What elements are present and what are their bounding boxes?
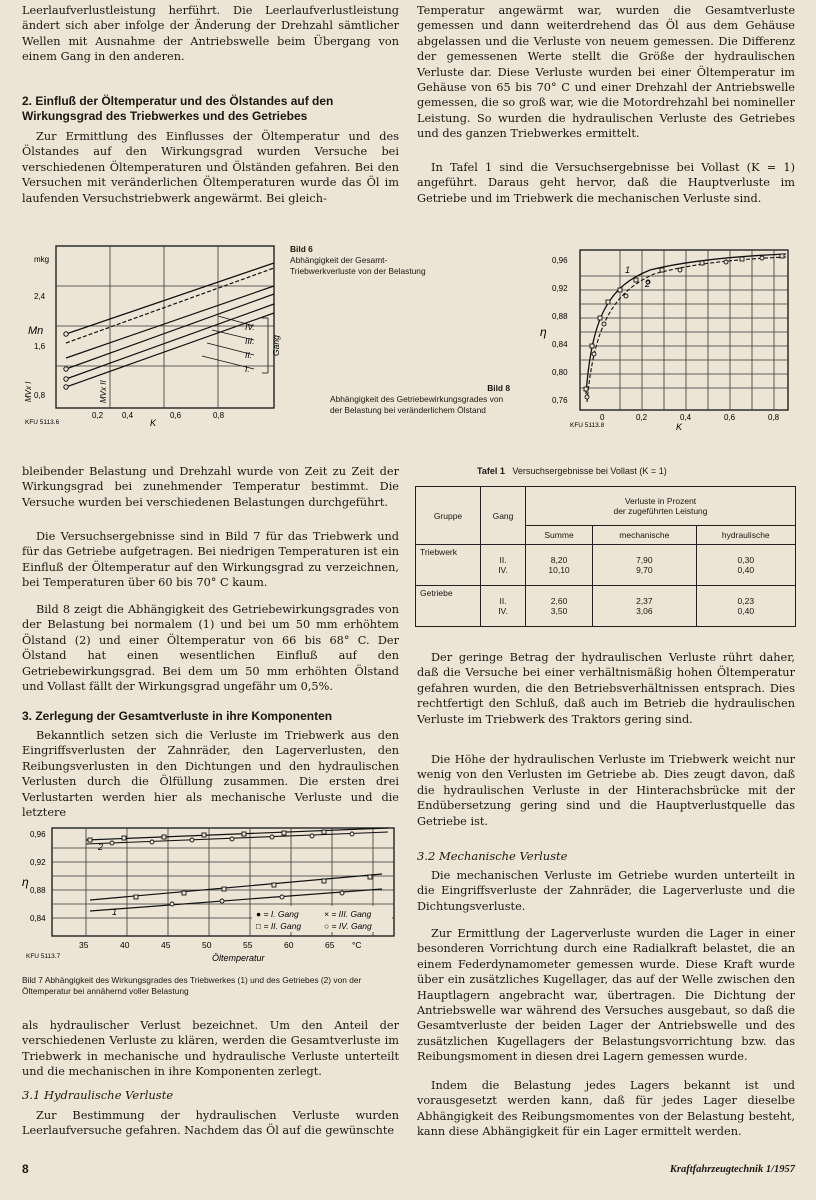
- bild-7-curve-2-label: 2: [98, 842, 104, 852]
- bild-6-caption-title: Bild 6: [290, 244, 313, 254]
- bild-6-gear-ii: II.: [245, 350, 253, 360]
- bild-6-gear-iii: III.: [245, 336, 255, 346]
- tafel-row-2-gruppe: Getriebe: [416, 586, 481, 627]
- section-3-heading: 3. Zerlegung der Gesamtverluste in ihre Komponenten: [22, 709, 333, 723]
- bild-7-xtick-3: 45: [161, 940, 171, 950]
- bild-7-legend-2: × = III. Gang: [324, 909, 372, 919]
- left-top-text: Leerlaufverlustleistung herführt. Die Leerlaufverlustleistung ändert sich aber infolge der Änderung der Drehzahl sämtlicher Wellen mit Ausnahme der Antriebswelle beim Übergang von einem Gang in den anderen.: [22, 4, 399, 64]
- bild-8-caption-title: Bild 8: [487, 383, 510, 393]
- bild-7-legend-3: □ = II. Gang: [256, 921, 302, 931]
- bild-7-xlabel: Öltemperatur: [212, 953, 265, 963]
- bild-8-curve-2-label: 2: [645, 279, 651, 289]
- bild-8-xtick-1: 0: [600, 413, 605, 422]
- section-2-heading: 2. Einfluß der Öltemperatur und des Ölstandes auf den Wirkungsgrad des Triebwerkes und des Getriebes: [22, 94, 334, 123]
- bild-7-curve-1-label: 1: [112, 907, 118, 917]
- tafel-h-summe: Summe: [526, 526, 593, 545]
- bild-6-tag: KFU 5113.6: [25, 419, 60, 426]
- section-2-paragraph: Zur Ermittlung des Einflusses der Öltemperatur und des Ölstandes auf den Wirkungsgrad wurden Versuche bei verschiedenen Öltemperaturen und Ölständen gefahren. Bei den Versuchen mit veränderlichen Öltemperaturen wurde das Öl im laufenden Versuchstriebwerk angewärmt. Bei gleich-: [22, 130, 399, 205]
- bild-7-ytick-2: 0,92: [30, 858, 46, 867]
- bild-8-xtick-5: 0,8: [768, 413, 780, 422]
- bild-6-gear-i: I.: [245, 364, 250, 374]
- bild-8-xtick-2: 0,2: [636, 413, 648, 422]
- section-3-2-paragraph-1: Die mechanischen Verluste im Getriebe wurden unterteilt in die Eingriffsverluste der Zahnräder, die Lagerverluste und die Dichtungsverluste.: [417, 869, 795, 913]
- bild-7-xtick-7: 65: [325, 940, 335, 950]
- bild-8-xtick-3: 0,4: [680, 413, 692, 422]
- tafel-h-mechanische: mechanische: [593, 526, 697, 545]
- section-3-2-paragraph-2: Zur Ermittlung der Lagerverluste wurden die Lager in einer besonderen Vorrichtung durch eine Radialkraft belastet, die an einem Federdynamometer gemessen wurde. Diese Kraft wurde über ein zusätzliches Kugellager, das auf der Welle zwischen den Hauptlagern angebracht war, übertragen. Die Dichtung der Antriebswelle war während des Versuches ausgebaut, so daß die Gesamtverluste der beiden Lager der Antriebswelle und des zusätzlichen Kugellagers der Belastungsvorrichtung bzw. das Reibungsmoment in diesen drei Lagern gemessen wurde.: [417, 927, 795, 1064]
- section-3-1-heading: 3.1 Hydraulische Verluste: [22, 1088, 174, 1102]
- bild-8-ylabel: η: [540, 325, 547, 339]
- bild-6-gear-iv: IV.: [245, 322, 255, 332]
- section-3-2-heading: 3.2 Mechanische Verluste: [417, 849, 568, 863]
- left-mid-paragraph-3: Bild 8 zeigt die Abhängigkeit des Getriebewirkungsgrades von der Belastung bei normalem (1) und bei um 50 mm erhöhtem Ölstand (2) und einer Öltemperatur von 66 bis 68° C. Der Ölstand hat einen wesentlichen Einfluß auf den Getriebewirkungsgrad. Bei dem um 50 mm erhöhten Ölstand und Vollast fällt der Wirkungsgrad ungefähr um 0,5%.: [22, 603, 399, 694]
- left-mid-paragraph-1: bleibender Belastung und Drehzahl wurde von Zeit zu Zeit der Wirkungsgrad bei zunehmender Temperatur bestimmt. Die Versuche wurden bei verschiedenen Belastungen durchgeführt.: [22, 465, 399, 509]
- bild-7-xtick-2: 40: [120, 940, 130, 950]
- right-top-paragraph-2: In Tafel 1 sind die Versuchsergebnisse bei Vollast (K = 1) angeführt. Daraus geht hervor, daß die Hauptverluste im Getriebe und im Triebwerk die mechanischen Verluste sind.: [417, 161, 795, 205]
- tafel-row-1-summe: 8,20 10,10: [526, 545, 593, 586]
- bild-6-xtick-3: 0,6: [170, 411, 182, 420]
- left-bottom-paragraph: als hydraulischer Verlust bezeichnet. Um den Anteil der verschiedenen Verluste zu klären, werden die Gesamtverluste im Triebwerk in mechanische und hydraulische Verluste unterteilt und die mechanischen in ihre Komponenten zerlegt.: [22, 1019, 399, 1079]
- tafel-title: Tafel 1: [477, 466, 505, 476]
- bild-6-unit: mkg: [34, 255, 50, 264]
- bild-7-legend-4: ○ = IV. Gang: [324, 921, 372, 931]
- bild-8-ytick-6: 0,76: [552, 396, 568, 405]
- bild-8-ytick-2: 0,92: [552, 284, 568, 293]
- left-mid-paragraph-2: Die Versuchsergebnisse sind in Bild 7 für das Triebwerk und für das Getriebe aufgetragen. Bei niedrigen Temperaturen ist ein Einfluß der Öltemperatur auf den Wirkungsgrad zu verzeichnen, bei Temperaturen über 60 bis 70° C kaum.: [22, 530, 399, 590]
- section-3-1-paragraph: Zur Bestimmung der hydraulischen Verluste wurden Leerlaufversuche gefahren. Nachdem das Öl auf die gewünschte: [22, 1109, 399, 1138]
- bild-7-unit: °C: [352, 940, 362, 950]
- journal-footer: Kraftfahrzeugtechnik 1/1957: [669, 1164, 795, 1175]
- bild-7-caption: Bild 7 Abhängigkeit des Wirkungsgrades des Triebwerkes (1) und des Getriebes (2) von der Öltemperatur bei annähernd voller Belastung: [22, 975, 362, 996]
- tafel-1-table: [415, 486, 796, 627]
- tafel-row-1-hyd: 0,30 0,40: [696, 545, 795, 586]
- bild-8-ytick-1: 0,96: [552, 256, 568, 265]
- bild-7-figure: [22, 818, 402, 968]
- tafel-h-gang: Gang: [481, 487, 526, 545]
- bild-6-xtick-1: 0,2: [92, 411, 104, 420]
- bild-6-xtick-2: 0,4: [122, 411, 134, 420]
- bild-8-ytick-3: 0,88: [552, 312, 568, 321]
- bild-6-xtick-4: 0,8: [213, 411, 225, 420]
- bild-6-xlabel: K: [150, 418, 157, 428]
- bild-6-ytick-2: 1,6: [34, 342, 46, 351]
- bild-8-tag: KFU 5113.8: [570, 422, 605, 429]
- tafel-h-gruppe: Gruppe: [416, 487, 481, 545]
- tafel-subtitle: Versuchsergebnisse bei Vollast (K = 1): [512, 466, 667, 476]
- bild-6-marker-2: MVx II: [99, 380, 108, 403]
- right-top-paragraph-1: Temperatur angewärmt war, wurden die Gesamtverluste gemessen und dann weiterdrehend das Öl aus dem Gehäuse abgelassen und die Verluste von neuem gemessen. Die Differenz der gemessenen Werte stellt die Größe der hydraulischen Verluste dar. Diese Verluste wurden bei einer Öltemperatur im Gehäuse von 65 bis 70° C und einer Drehzahl der Antriebswelle gemessen, die so groß war, wie die Motordrehzahl bei nomineller Leistung. So wurden die hydraulischen Verluste des Getriebes und des ganzen Triebwerkes ermittelt.: [417, 4, 795, 141]
- bild-8-xlabel: K: [676, 422, 683, 430]
- tafel-row-2-summe: 2,60 3,50: [526, 586, 593, 627]
- bild-6-marker-1: MVx I: [24, 381, 33, 402]
- right-mid-paragraph-1: Der geringe Betrag der hydraulischen Verluste rührt daher, daß die Versuche bei einer verhältnismäßig hohen Öltemperatur gefahren wurden, die den Betriebsverhältnissen entsprach. Dies rechtfertigt den Schluß, daß auch im Betrieb die hydraulischen Verluste im Triebwerk des Traktors gering sind.: [417, 651, 795, 726]
- bild-7-ytick-4: 0,84: [30, 914, 46, 923]
- page-number: 8: [22, 1162, 29, 1176]
- bild-7-ylabel: η: [22, 875, 29, 889]
- tafel-row-2-hyd: 0,23 0,40: [696, 586, 795, 627]
- bild-6-gang-label: Gang: [271, 335, 281, 356]
- bild-7-ytick-1: 0,96: [30, 830, 46, 839]
- tafel-row-1-mech: 7,90 9,70: [593, 545, 697, 586]
- bild-7-tag: KFU 5113.7: [26, 953, 61, 960]
- bild-8-figure: [540, 244, 796, 430]
- tafel-row-2-mech: 2,37 3,06: [593, 586, 697, 627]
- bild-8-ytick-4: 0,84: [552, 340, 568, 349]
- bild-7-xtick-6: 60: [284, 940, 294, 950]
- bild-8-curve-1-label: 1: [625, 265, 631, 275]
- bild-6-figure: [22, 238, 284, 428]
- bild-8-ytick-5: 0,80: [552, 368, 568, 377]
- tafel-h-hydraulische: hydraulische: [696, 526, 795, 545]
- section-3-2-paragraph-3: Indem die Belastung jedes Lagers bekannt ist und vorausgesetzt werden kann, daß für jedes Lager dieselbe Abhängigkeit des Reibungsmomentes von der Belastung besteht, kann diese Abhängigkeit für ein Lager ermittelt werden.: [417, 1079, 795, 1139]
- section-3-paragraph: Bekanntlich setzen sich die Verluste im Triebwerk aus den Eingriffsverlusten der Zahnräder, den Lagerverlusten, den Reibungsverlusten in den Dichtungen und den hydraulischen Verlusten durch die Ölfüllung zusammen. Die ersten drei Verlustarten werden hier als mechanische Verluste und die letztere: [22, 729, 399, 820]
- bild-7-ytick-3: 0,88: [30, 886, 46, 895]
- tafel-row-1-gruppe: Triebwerk: [416, 545, 481, 586]
- bild-7-xtick-4: 50: [202, 940, 212, 950]
- bild-7-legend-1: ● = I. Gang: [256, 909, 299, 919]
- bild-6-ytick-1: 2,4: [34, 292, 46, 301]
- bild-6-caption-text: Abhängigkeit der Gesamt-Triebwerkverluste von der Belastung: [290, 255, 426, 276]
- bild-6-ytick-3: 0,8: [34, 391, 46, 400]
- bild-6-ylabel: Mn: [28, 325, 44, 337]
- tafel-h-verluste: Verluste in Prozent der zugeführten Leistung: [526, 487, 796, 526]
- bild-8-xtick-4: 0,6: [724, 413, 736, 422]
- tafel-row-2-gang: II. IV.: [481, 586, 526, 627]
- bild-7-xtick-1: 35: [79, 940, 89, 950]
- tafel-row-1-gang: II. IV.: [481, 545, 526, 586]
- bild-8-caption-text: Abhängigkeit des Getriebewirkungsgrades von der Belastung bei veränderlichem Ölstand: [330, 394, 504, 415]
- right-mid-paragraph-2: Die Höhe der hydraulischen Verluste im Triebwerk weicht nur wenig von den Verlusten im Getriebe ab. Dies zeugt davon, daß die hydraulischen Verluste in der Hinterachsbrücke mit der Endübersetzung gering sind und die Hauptverlustquelle das Getriebe ist.: [417, 753, 795, 828]
- bild-7-xtick-5: 55: [243, 940, 253, 950]
